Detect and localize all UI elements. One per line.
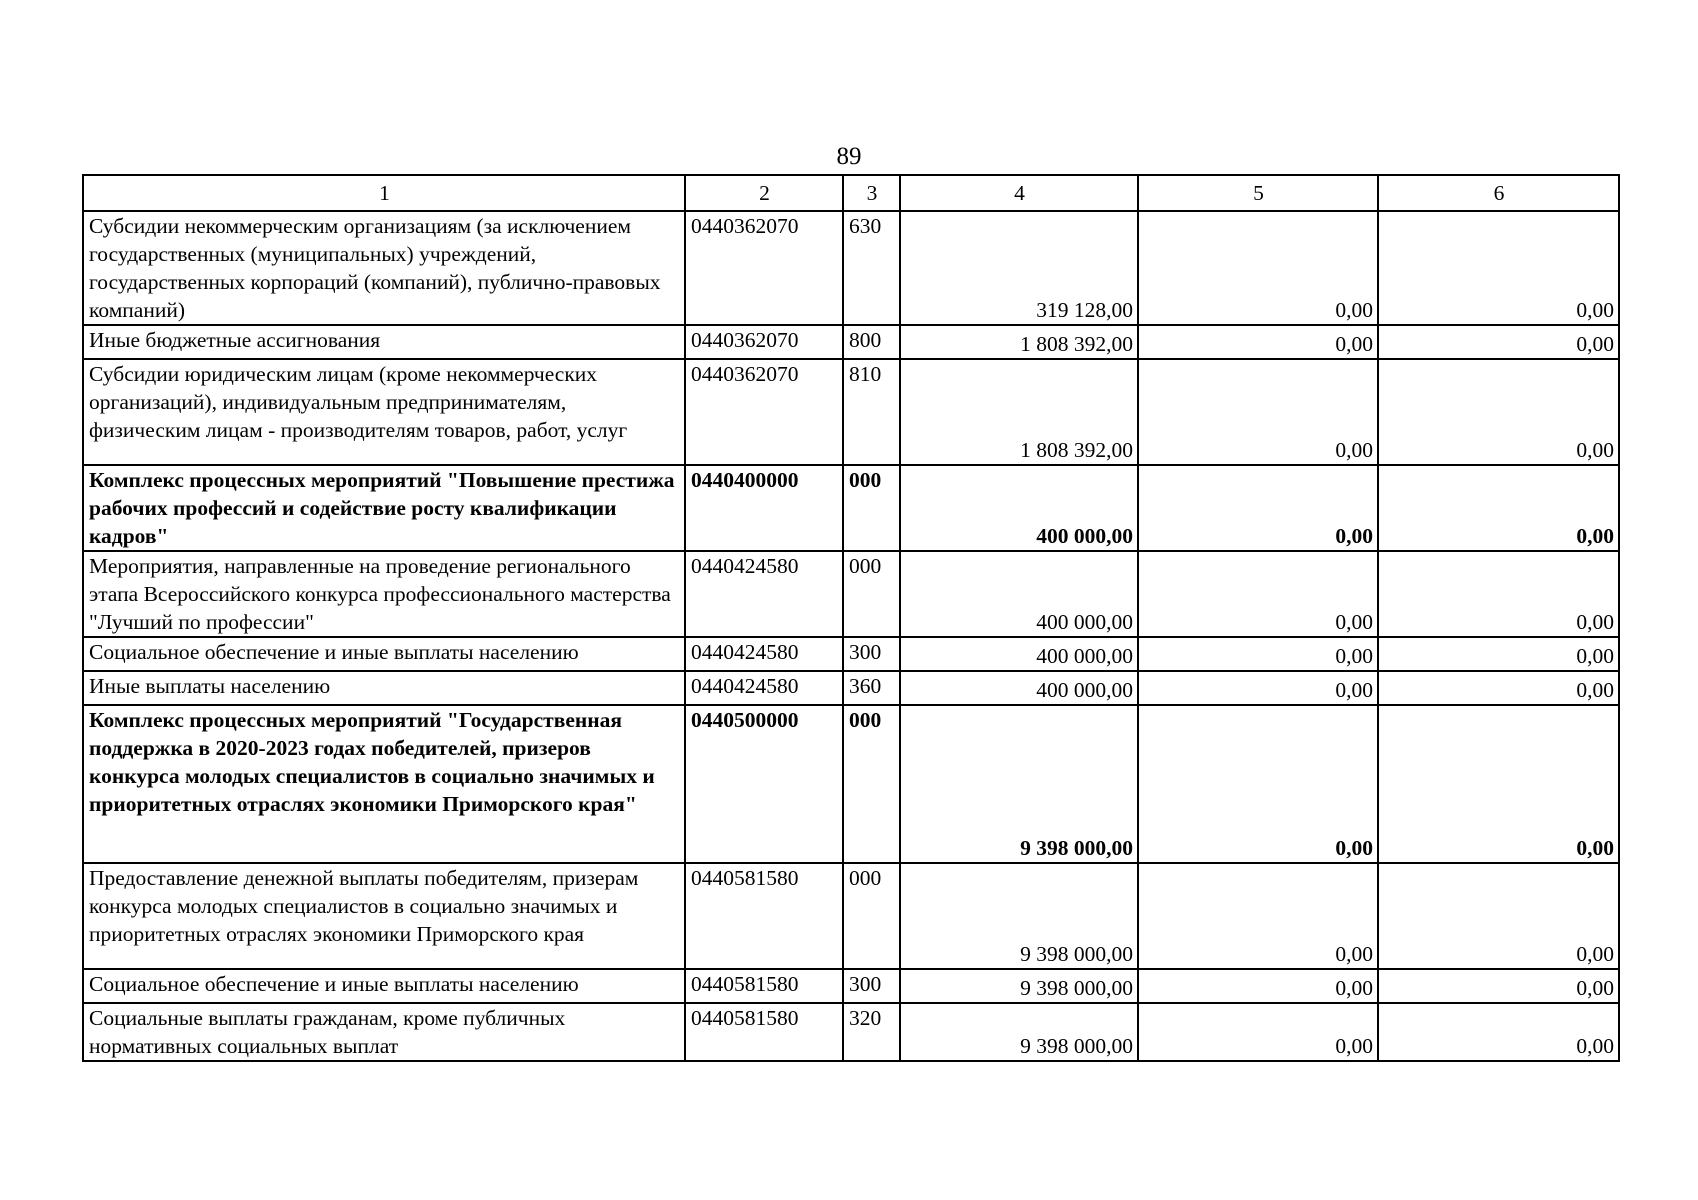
row-name-cell: Комплекс процессных мероприятий "Повышение престижа рабочих профессий и содействие росту квалификации кадров": [83, 465, 685, 551]
row-name-cell: Иные бюджетные ассигнования: [83, 325, 685, 359]
row-amount-cell: 0,00: [1378, 1003, 1619, 1061]
row-amount-cell: 0,00: [1378, 969, 1619, 1003]
row-amount-cell: 0,00: [1138, 465, 1378, 551]
row-name-cell: Субсидии некоммерческим организациям (за исключением государственных (муниципальных) учреждений, государственных корпораций (компаний), публично-правовых компаний): [83, 211, 685, 325]
row-amount-cell: 0,00: [1138, 671, 1378, 705]
row-amount-cell: 0,00: [1378, 671, 1619, 705]
column-header: 5: [1138, 175, 1378, 211]
table-row: [83, 1003, 1619, 1061]
row-amount-cell: 9 398 000,00: [900, 1003, 1138, 1061]
row-amount-cell: 400 000,00: [900, 551, 1138, 637]
row-amount-cell: 400 000,00: [900, 637, 1138, 671]
table-row: [83, 637, 1619, 671]
table-row: [83, 359, 1619, 465]
row-amount-cell: 0,00: [1378, 465, 1619, 551]
row-amount-cell: 0,00: [1378, 863, 1619, 969]
row-type-cell: 300: [843, 969, 900, 1003]
table-row: [83, 465, 1619, 551]
row-amount-cell: 400 000,00: [900, 465, 1138, 551]
row-name-cell: Предоставление денежной выплаты победителям, призерам конкурса молодых специалистов в социально значимых и приоритетных отраслях экономики Приморского края: [83, 863, 685, 969]
row-type-cell: 000: [843, 705, 900, 863]
row-amount-cell: 9 398 000,00: [900, 705, 1138, 863]
row-amount-cell: 0,00: [1138, 1003, 1378, 1061]
row-amount-cell: 0,00: [1378, 359, 1619, 465]
row-code-cell: 0440424580: [685, 551, 843, 637]
row-code-cell: 0440362070: [685, 325, 843, 359]
row-amount-cell: 0,00: [1138, 863, 1378, 969]
row-name-cell: Мероприятия, направленные на проведение регионального этапа Всероссийского конкурса профессионального мастерства "Лучший по профессии": [83, 551, 685, 637]
column-header: 1: [83, 175, 685, 211]
row-code-cell: 0440581580: [685, 969, 843, 1003]
row-name-cell: Социальное обеспечение и иные выплаты населению: [83, 637, 685, 671]
row-amount-cell: 0,00: [1378, 325, 1619, 359]
row-amount-cell: 0,00: [1378, 637, 1619, 671]
row-name-cell: Иные выплаты населению: [83, 671, 685, 705]
table-row: [83, 551, 1619, 637]
row-amount-cell: 9 398 000,00: [900, 969, 1138, 1003]
row-code-cell: 0440362070: [685, 211, 843, 325]
row-name-cell: Комплекс процессных мероприятий "Государственная поддержка в 2020-2023 годах победителей, призеров конкурса молодых специалистов в социально значимых и приоритетных отраслях экономики Приморского края": [83, 705, 685, 863]
table-row: [83, 705, 1619, 863]
row-type-cell: 320: [843, 1003, 900, 1061]
row-amount-cell: 319 128,00: [900, 211, 1138, 325]
row-code-cell: 0440581580: [685, 863, 843, 969]
row-type-cell: 000: [843, 465, 900, 551]
table-row: [83, 325, 1619, 359]
row-amount-cell: 0,00: [1138, 551, 1378, 637]
row-amount-cell: 0,00: [1378, 705, 1619, 863]
row-amount-cell: 1 808 392,00: [900, 359, 1138, 465]
row-amount-cell: 0,00: [1138, 211, 1378, 325]
table-row: [83, 863, 1619, 969]
row-code-cell: 0440424580: [685, 637, 843, 671]
row-amount-cell: 0,00: [1138, 637, 1378, 671]
row-code-cell: 0440400000: [685, 465, 843, 551]
page-number: 89: [836, 143, 862, 170]
row-name-cell: Социальное обеспечение и иные выплаты населению: [83, 969, 685, 1003]
row-name-cell: Социальные выплаты гражданам, кроме публичных нормативных социальных выплат: [83, 1003, 685, 1061]
row-amount-cell: 0,00: [1138, 705, 1378, 863]
table-row: [83, 671, 1619, 705]
row-code-cell: 0440500000: [685, 705, 843, 863]
column-header: 3: [843, 175, 900, 211]
row-type-cell: 630: [843, 211, 900, 325]
table-header-row: [83, 175, 1619, 211]
row-type-cell: 300: [843, 637, 900, 671]
table-row: [83, 969, 1619, 1003]
row-amount-cell: 0,00: [1138, 325, 1378, 359]
column-header: 4: [900, 175, 1138, 211]
row-code-cell: 0440581580: [685, 1003, 843, 1061]
column-header: 6: [1378, 175, 1619, 211]
table-row: [83, 211, 1619, 325]
row-amount-cell: 400 000,00: [900, 671, 1138, 705]
row-type-cell: 810: [843, 359, 900, 465]
row-amount-cell: 1 808 392,00: [900, 325, 1138, 359]
budget-table: [82, 174, 1620, 1062]
row-amount-cell: 0,00: [1378, 211, 1619, 325]
row-amount-cell: 0,00: [1378, 551, 1619, 637]
row-amount-cell: 0,00: [1138, 359, 1378, 465]
row-amount-cell: 9 398 000,00: [900, 863, 1138, 969]
row-name-cell: Субсидии юридическим лицам (кроме некоммерческих организаций), индивидуальным предпринимателям, физическим лицам - производителям товаров, работ, услуг: [83, 359, 685, 465]
row-type-cell: 000: [843, 551, 900, 637]
row-type-cell: 360: [843, 671, 900, 705]
row-code-cell: 0440362070: [685, 359, 843, 465]
row-type-cell: 000: [843, 863, 900, 969]
row-code-cell: 0440424580: [685, 671, 843, 705]
row-amount-cell: 0,00: [1138, 969, 1378, 1003]
column-header: 2: [685, 175, 843, 211]
row-type-cell: 800: [843, 325, 900, 359]
